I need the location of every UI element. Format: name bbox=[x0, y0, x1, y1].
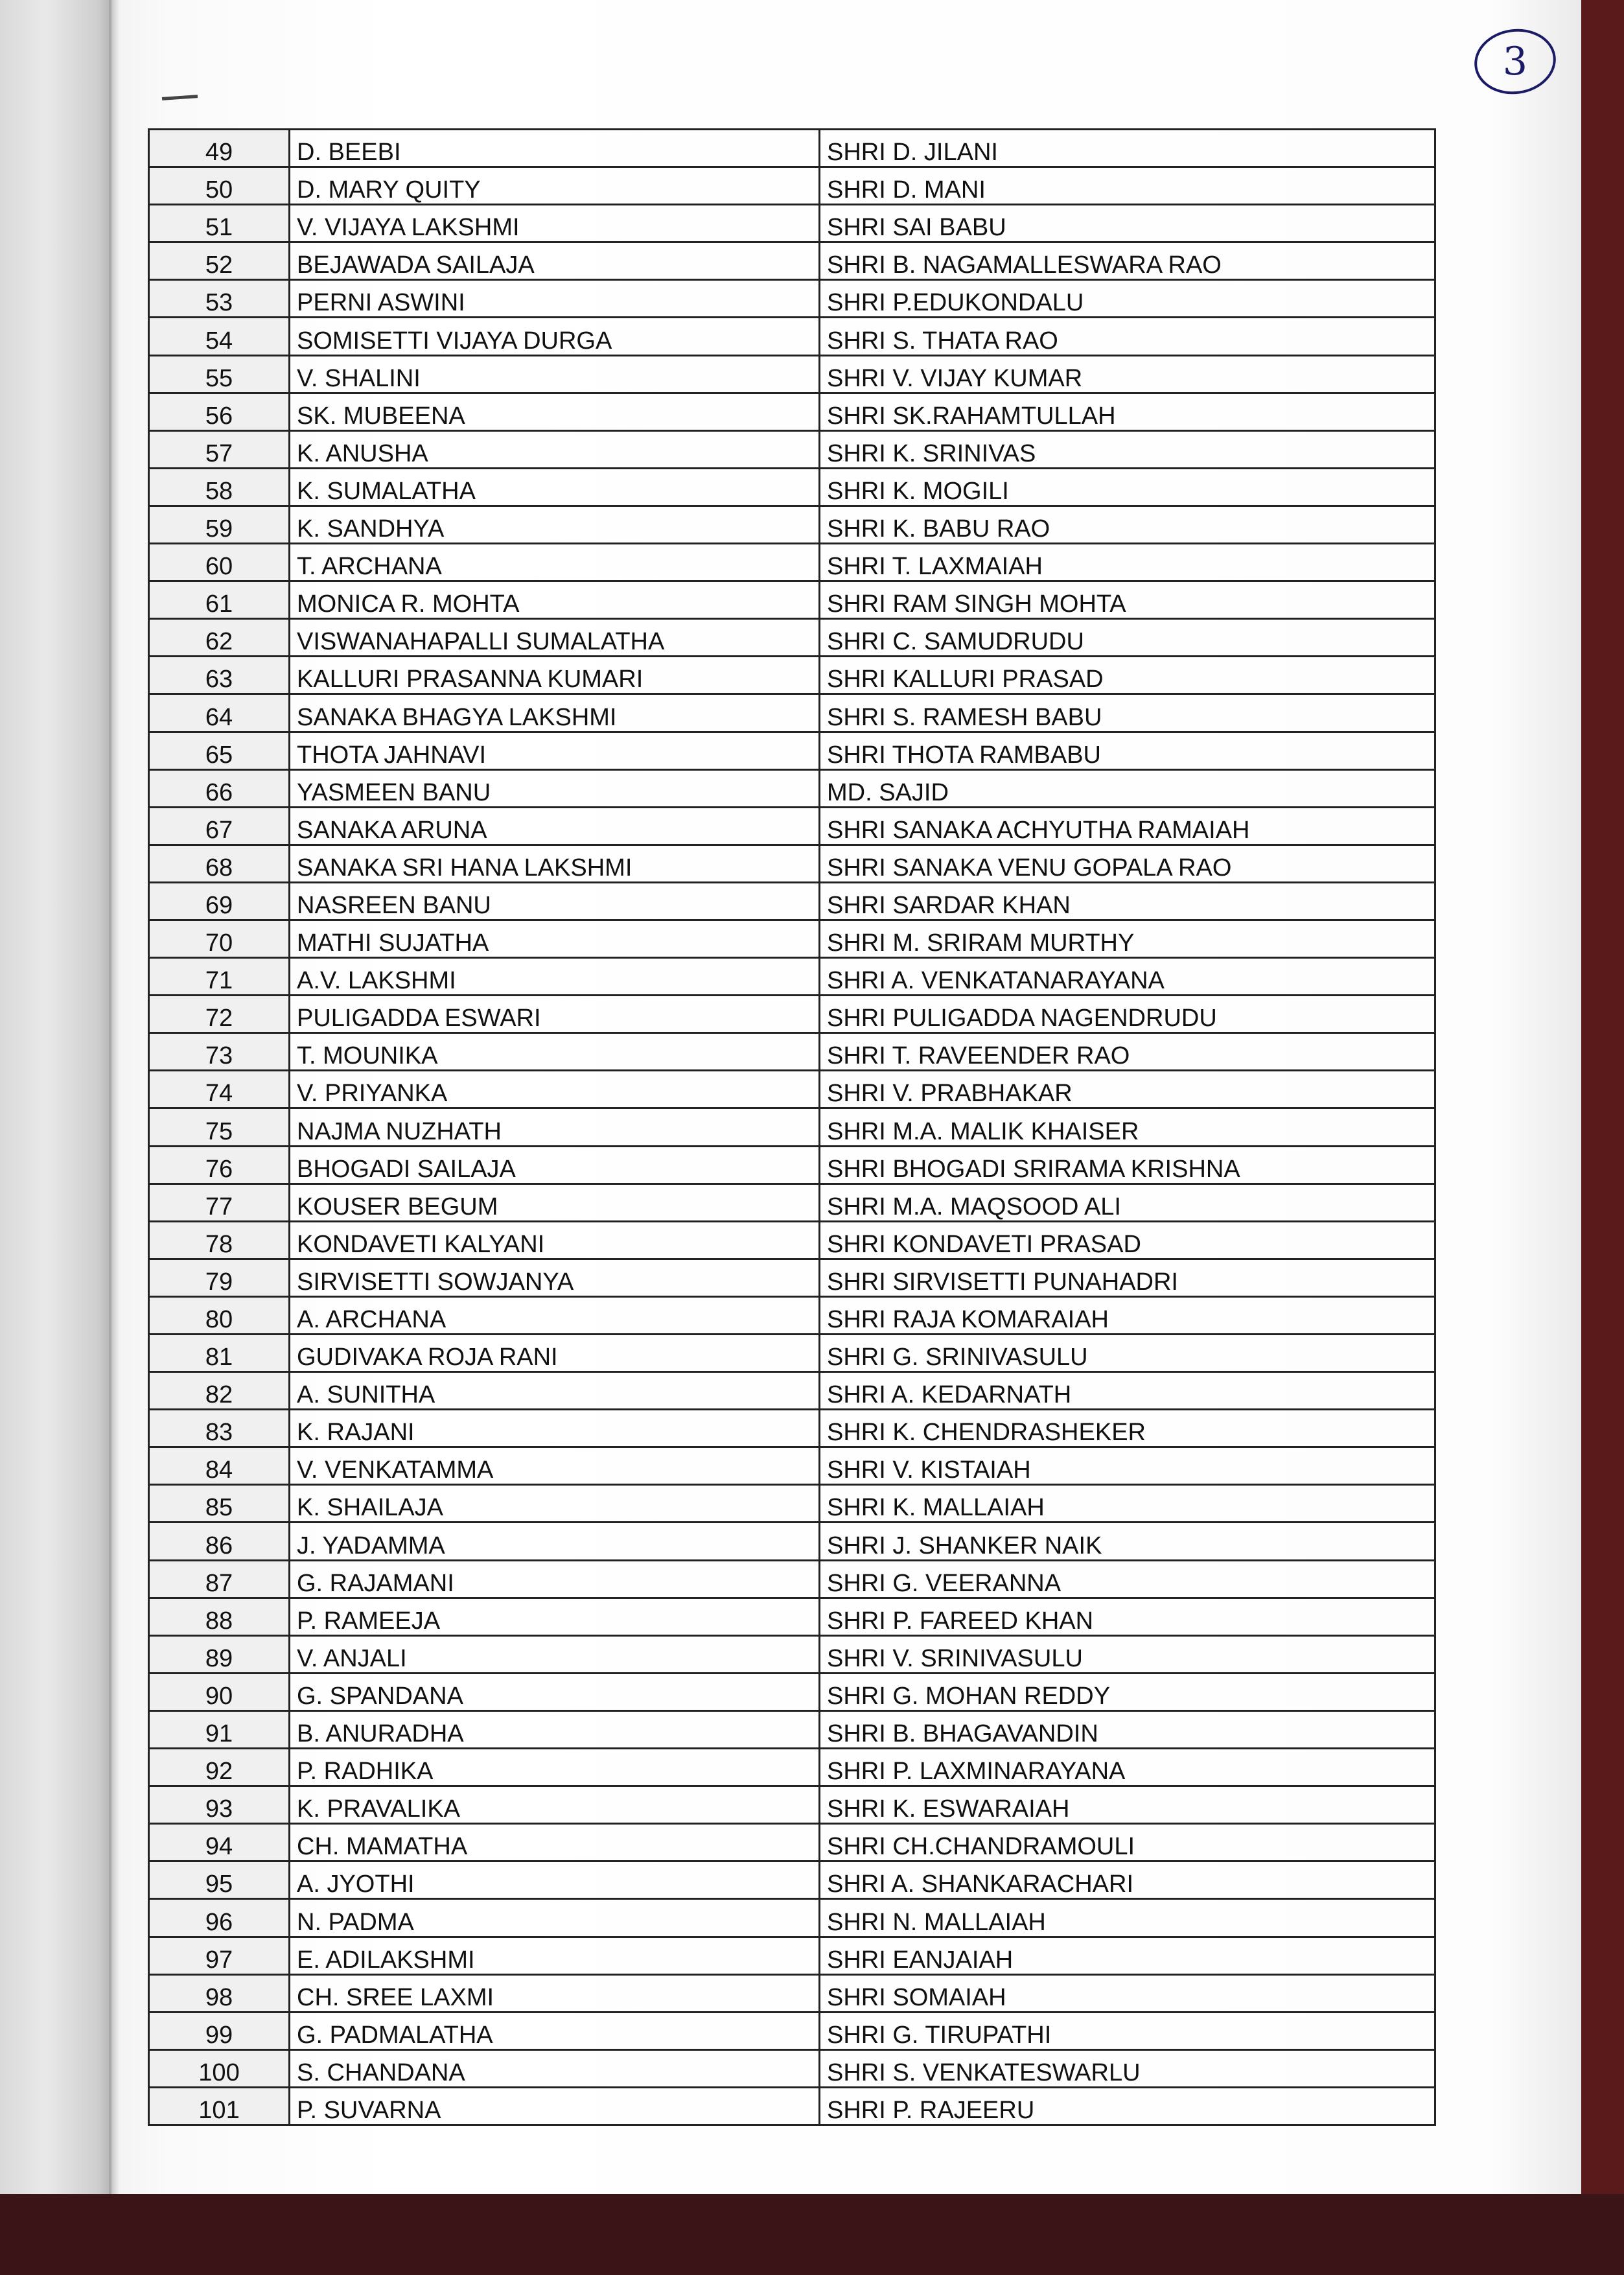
serial-number-cell: 85 bbox=[149, 1485, 290, 1522]
serial-number-cell: 71 bbox=[149, 958, 290, 996]
father-name-cell: SHRI RAJA KOMARAIAH bbox=[820, 1296, 1435, 1334]
candidate-table bbox=[148, 128, 1436, 2126]
serial-number-cell: 59 bbox=[149, 506, 290, 543]
candidate-name-cell: V. ANJALI bbox=[290, 1635, 820, 1673]
candidate-name-cell: SIRVISETTI SOWJANYA bbox=[290, 1259, 820, 1296]
serial-number-cell: 49 bbox=[149, 130, 290, 167]
father-name-cell: SHRI K. MALLAIAH bbox=[820, 1485, 1435, 1522]
serial-number-cell: 66 bbox=[149, 769, 290, 807]
serial-number-cell: 96 bbox=[149, 1899, 290, 1937]
father-name-cell: SHRI K. MOGILI bbox=[820, 468, 1435, 506]
serial-number-cell: 62 bbox=[149, 619, 290, 657]
page-number: 3 bbox=[1502, 39, 1528, 84]
serial-number-cell: 90 bbox=[149, 1673, 290, 1710]
father-name-cell: SHRI P. FAREED KHAN bbox=[820, 1598, 1435, 1635]
table-row bbox=[149, 732, 1435, 769]
table-row bbox=[149, 1673, 1435, 1710]
serial-number-cell: 81 bbox=[149, 1335, 290, 1372]
serial-number-cell: 87 bbox=[149, 1560, 290, 1598]
serial-number-cell: 73 bbox=[149, 1033, 290, 1071]
candidate-name-cell: J. YADAMMA bbox=[290, 1522, 820, 1560]
serial-number-cell: 61 bbox=[149, 581, 290, 619]
father-name-cell: SHRI G. MOHAN REDDY bbox=[820, 1673, 1435, 1710]
father-name-cell: SHRI N. MALLAIAH bbox=[820, 1899, 1435, 1937]
serial-number-cell: 89 bbox=[149, 1635, 290, 1673]
serial-number-cell: 95 bbox=[149, 1861, 290, 1899]
serial-number-cell: 78 bbox=[149, 1221, 290, 1259]
serial-number-cell: 60 bbox=[149, 544, 290, 581]
table-row bbox=[149, 1259, 1435, 1296]
candidate-name-cell: B. ANURADHA bbox=[290, 1710, 820, 1748]
table-row bbox=[149, 506, 1435, 543]
table-row bbox=[149, 1974, 1435, 2012]
father-name-cell: SHRI SK.RAHAMTULLAH bbox=[820, 393, 1435, 430]
serial-number-cell: 79 bbox=[149, 1259, 290, 1296]
table-row bbox=[149, 1635, 1435, 1673]
candidate-table-body bbox=[149, 130, 1435, 2125]
father-name-cell: SHRI EANJAIAH bbox=[820, 1937, 1435, 1974]
candidate-name-cell: A. ARCHANA bbox=[290, 1296, 820, 1334]
father-name-cell: SHRI KONDAVETI PRASAD bbox=[820, 1221, 1435, 1259]
candidate-name-cell: A. SUNITHA bbox=[290, 1372, 820, 1410]
table-row bbox=[149, 1410, 1435, 1447]
table-row bbox=[149, 1184, 1435, 1221]
candidate-name-cell: CH. SREE LAXMI bbox=[290, 1974, 820, 2012]
candidate-name-cell: NASREEN BANU bbox=[290, 882, 820, 920]
table-row bbox=[149, 544, 1435, 581]
table-row bbox=[149, 1522, 1435, 1560]
father-name-cell: SHRI A. KEDARNATH bbox=[820, 1372, 1435, 1410]
father-name-cell: SHRI S. THATA RAO bbox=[820, 318, 1435, 355]
father-name-cell: SHRI B. BHAGAVANDIN bbox=[820, 1710, 1435, 1748]
serial-number-cell: 53 bbox=[149, 280, 290, 318]
father-name-cell: SHRI PULIGADDA NAGENDRUDU bbox=[820, 996, 1435, 1033]
father-name-cell: SHRI B. NAGAMALLESWARA RAO bbox=[820, 242, 1435, 280]
candidate-name-cell: P. RADHIKA bbox=[290, 1749, 820, 1786]
father-name-cell: SHRI V. VIJAY KUMAR bbox=[820, 355, 1435, 393]
candidate-name-cell: SANAKA BHAGYA LAKSHMI bbox=[290, 694, 820, 732]
father-name-cell: SHRI G. TIRUPATHI bbox=[820, 2012, 1435, 2049]
candidate-name-cell: SK. MUBEENA bbox=[290, 393, 820, 430]
serial-number-cell: 58 bbox=[149, 468, 290, 506]
pen-mark bbox=[162, 95, 198, 100]
father-name-cell: SHRI SIRVISETTI PUNAHADRI bbox=[820, 1259, 1435, 1296]
serial-number-cell: 50 bbox=[149, 167, 290, 205]
father-name-cell: SHRI T. LAXMAIAH bbox=[820, 544, 1435, 581]
candidate-name-cell: D. MARY QUITY bbox=[290, 167, 820, 205]
serial-number-cell: 72 bbox=[149, 996, 290, 1033]
candidate-name-cell: V. SHALINI bbox=[290, 355, 820, 393]
table-row bbox=[149, 1937, 1435, 1974]
candidate-name-cell: S. CHANDANA bbox=[290, 2049, 820, 2087]
table-row bbox=[149, 1221, 1435, 1259]
table-row bbox=[149, 205, 1435, 242]
father-name-cell: SHRI C. SAMUDRUDU bbox=[820, 619, 1435, 657]
candidate-name-cell: BEJAWADA SAILAJA bbox=[290, 242, 820, 280]
father-name-cell: SHRI M.A. MALIK KHAISER bbox=[820, 1108, 1435, 1146]
candidate-name-cell: T. ARCHANA bbox=[290, 544, 820, 581]
table-row bbox=[149, 920, 1435, 957]
scan-background-bottom bbox=[0, 2194, 1624, 2275]
father-name-cell: SHRI SANAKA ACHYUTHA RAMAIAH bbox=[820, 807, 1435, 845]
candidate-name-cell: NAJMA NUZHATH bbox=[290, 1108, 820, 1146]
father-name-cell: SHRI BHOGADI SRIRAMA KRISHNA bbox=[820, 1146, 1435, 1184]
father-name-cell: SHRI P. RAJEERU bbox=[820, 2087, 1435, 2125]
candidate-name-cell: V. VIJAYA LAKSHMI bbox=[290, 205, 820, 242]
serial-number-cell: 51 bbox=[149, 205, 290, 242]
serial-number-cell: 93 bbox=[149, 1786, 290, 1824]
candidate-name-cell: KOUSER BEGUM bbox=[290, 1184, 820, 1221]
table-row bbox=[149, 882, 1435, 920]
father-name-cell: SHRI M.A. MAQSOOD ALI bbox=[820, 1184, 1435, 1221]
candidate-name-cell: A.V. LAKSHMI bbox=[290, 958, 820, 996]
serial-number-cell: 83 bbox=[149, 1410, 290, 1447]
serial-number-cell: 80 bbox=[149, 1296, 290, 1334]
serial-number-cell: 86 bbox=[149, 1522, 290, 1560]
candidate-name-cell: N. PADMA bbox=[290, 1899, 820, 1937]
table-row bbox=[149, 1824, 1435, 1861]
father-name-cell: SHRI J. SHANKER NAIK bbox=[820, 1522, 1435, 1560]
candidate-name-cell: SOMISETTI VIJAYA DURGA bbox=[290, 318, 820, 355]
table-row bbox=[149, 1861, 1435, 1899]
table-row bbox=[149, 769, 1435, 807]
serial-number-cell: 63 bbox=[149, 657, 290, 694]
scan-background-right bbox=[1581, 0, 1624, 2275]
serial-number-cell: 56 bbox=[149, 393, 290, 430]
serial-number-cell: 54 bbox=[149, 318, 290, 355]
table-row bbox=[149, 130, 1435, 167]
father-name-cell: SHRI K. ESWARAIAH bbox=[820, 1786, 1435, 1824]
table-row bbox=[149, 355, 1435, 393]
candidate-name-cell: T. MOUNIKA bbox=[290, 1033, 820, 1071]
father-name-cell: SHRI SARDAR KHAN bbox=[820, 882, 1435, 920]
table-row bbox=[149, 280, 1435, 318]
table-row bbox=[149, 2049, 1435, 2087]
father-name-cell: SHRI K. SRINIVAS bbox=[820, 430, 1435, 468]
father-name-cell: SHRI A. SHANKARACHARI bbox=[820, 1861, 1435, 1899]
table-row bbox=[149, 1296, 1435, 1334]
serial-number-cell: 84 bbox=[149, 1447, 290, 1485]
father-name-cell: SHRI D. MANI bbox=[820, 167, 1435, 205]
table-row bbox=[149, 619, 1435, 657]
father-name-cell: SHRI V. SRINIVASULU bbox=[820, 1635, 1435, 1673]
table-row bbox=[149, 845, 1435, 882]
table-row bbox=[149, 958, 1435, 996]
candidate-name-cell: V. PRIYANKA bbox=[290, 1071, 820, 1108]
table-row bbox=[149, 1786, 1435, 1824]
candidate-name-cell: GUDIVAKA ROJA RANI bbox=[290, 1335, 820, 1372]
serial-number-cell: 92 bbox=[149, 1749, 290, 1786]
father-name-cell: SHRI SOMAIAH bbox=[820, 1974, 1435, 2012]
serial-number-cell: 101 bbox=[149, 2087, 290, 2125]
father-name-cell: SHRI SANAKA VENU GOPALA RAO bbox=[820, 845, 1435, 882]
table-row bbox=[149, 807, 1435, 845]
father-name-cell: SHRI K. CHENDRASHEKER bbox=[820, 1410, 1435, 1447]
candidate-name-cell: P. SUVARNA bbox=[290, 2087, 820, 2125]
table-row bbox=[149, 2087, 1435, 2125]
table-row bbox=[149, 657, 1435, 694]
table-row bbox=[149, 1033, 1435, 1071]
serial-number-cell: 97 bbox=[149, 1937, 290, 1974]
table-row bbox=[149, 1335, 1435, 1372]
serial-number-cell: 82 bbox=[149, 1372, 290, 1410]
father-name-cell: SHRI A. VENKATANARAYANA bbox=[820, 958, 1435, 996]
candidate-name-cell: PULIGADDA ESWARI bbox=[290, 996, 820, 1033]
serial-number-cell: 77 bbox=[149, 1184, 290, 1221]
table-row bbox=[149, 1071, 1435, 1108]
serial-number-cell: 68 bbox=[149, 845, 290, 882]
table-row bbox=[149, 996, 1435, 1033]
serial-number-cell: 98 bbox=[149, 1974, 290, 2012]
father-name-cell: SHRI CH.CHANDRAMOULI bbox=[820, 1824, 1435, 1861]
table-row bbox=[149, 1146, 1435, 1184]
table-row bbox=[149, 167, 1435, 205]
candidate-name-cell: SANAKA SRI HANA LAKSHMI bbox=[290, 845, 820, 882]
father-name-cell: SHRI KALLURI PRASAD bbox=[820, 657, 1435, 694]
candidate-name-cell: V. VENKATAMMA bbox=[290, 1447, 820, 1485]
binding-gutter bbox=[109, 0, 111, 2194]
father-name-cell: SHRI THOTA RAMBABU bbox=[820, 732, 1435, 769]
serial-number-cell: 57 bbox=[149, 430, 290, 468]
father-name-cell: SHRI G. VEERANNA bbox=[820, 1560, 1435, 1598]
serial-number-cell: 76 bbox=[149, 1146, 290, 1184]
candidate-name-cell: K. SHAILAJA bbox=[290, 1485, 820, 1522]
candidate-name-cell: G. RAJAMANI bbox=[290, 1560, 820, 1598]
table-row bbox=[149, 581, 1435, 619]
candidate-name-cell: PERNI ASWINI bbox=[290, 280, 820, 318]
candidate-name-cell: A. JYOTHI bbox=[290, 1861, 820, 1899]
serial-number-cell: 65 bbox=[149, 732, 290, 769]
father-name-cell: SHRI P. LAXMINARAYANA bbox=[820, 1749, 1435, 1786]
father-name-cell: SHRI D. JILANI bbox=[820, 130, 1435, 167]
serial-number-cell: 91 bbox=[149, 1710, 290, 1748]
candidate-name-cell: K. SANDHYA bbox=[290, 506, 820, 543]
serial-number-cell: 52 bbox=[149, 242, 290, 280]
table-row bbox=[149, 242, 1435, 280]
father-name-cell: SHRI V. PRABHAKAR bbox=[820, 1071, 1435, 1108]
table-row bbox=[149, 2012, 1435, 2049]
serial-number-cell: 75 bbox=[149, 1108, 290, 1146]
candidate-name-cell: MATHI SUJATHA bbox=[290, 920, 820, 957]
father-name-cell: SHRI V. KISTAIAH bbox=[820, 1447, 1435, 1485]
candidate-name-cell: KONDAVETI KALYANI bbox=[290, 1221, 820, 1259]
table-row bbox=[149, 430, 1435, 468]
candidate-name-cell: G. SPANDANA bbox=[290, 1673, 820, 1710]
candidate-name-cell: P. RAMEEJA bbox=[290, 1598, 820, 1635]
candidate-name-cell: G. PADMALATHA bbox=[290, 2012, 820, 2049]
candidate-name-cell: YASMEEN BANU bbox=[290, 769, 820, 807]
table-row bbox=[149, 1749, 1435, 1786]
table-row bbox=[149, 318, 1435, 355]
candidate-name-cell: THOTA JAHNAVI bbox=[290, 732, 820, 769]
candidate-name-cell: VISWANAHAPALLI SUMALATHA bbox=[290, 619, 820, 657]
father-name-cell: SHRI S. VENKATESWARLU bbox=[820, 2049, 1435, 2087]
father-name-cell: SHRI SAI BABU bbox=[820, 205, 1435, 242]
father-name-cell: MD. SAJID bbox=[820, 769, 1435, 807]
candidate-name-cell: K. SUMALATHA bbox=[290, 468, 820, 506]
candidate-name-cell: SANAKA ARUNA bbox=[290, 807, 820, 845]
table-row bbox=[149, 1485, 1435, 1522]
father-name-cell: SHRI G. SRINIVASULU bbox=[820, 1335, 1435, 1372]
table-row bbox=[149, 1710, 1435, 1748]
serial-number-cell: 64 bbox=[149, 694, 290, 732]
serial-number-cell: 99 bbox=[149, 2012, 290, 2049]
father-name-cell: SHRI M. SRIRAM MURTHY bbox=[820, 920, 1435, 957]
serial-number-cell: 94 bbox=[149, 1824, 290, 1861]
table-row bbox=[149, 468, 1435, 506]
serial-number-cell: 55 bbox=[149, 355, 290, 393]
candidate-name-cell: K. PRAVALIKA bbox=[290, 1786, 820, 1824]
serial-number-cell: 70 bbox=[149, 920, 290, 957]
candidate-name-cell: BHOGADI SAILAJA bbox=[290, 1146, 820, 1184]
handwritten-page-number-circle bbox=[1470, 24, 1560, 100]
serial-number-cell: 88 bbox=[149, 1598, 290, 1635]
father-name-cell: SHRI P.EDUKONDALU bbox=[820, 280, 1435, 318]
serial-number-cell: 67 bbox=[149, 807, 290, 845]
serial-number-cell: 74 bbox=[149, 1071, 290, 1108]
candidate-name-cell: E. ADILAKSHMI bbox=[290, 1937, 820, 1974]
table-row bbox=[149, 1108, 1435, 1146]
father-name-cell: SHRI K. BABU RAO bbox=[820, 506, 1435, 543]
candidate-name-cell: D. BEEBI bbox=[290, 130, 820, 167]
table-row bbox=[149, 1447, 1435, 1485]
table-row bbox=[149, 1560, 1435, 1598]
table-row bbox=[149, 393, 1435, 430]
serial-number-cell: 100 bbox=[149, 2049, 290, 2087]
father-name-cell: SHRI RAM SINGH MOHTA bbox=[820, 581, 1435, 619]
table-row bbox=[149, 1899, 1435, 1937]
candidate-name-cell: K. RAJANI bbox=[290, 1410, 820, 1447]
father-name-cell: SHRI T. RAVEENDER RAO bbox=[820, 1033, 1435, 1071]
table-row bbox=[149, 1372, 1435, 1410]
father-name-cell: SHRI S. RAMESH BABU bbox=[820, 694, 1435, 732]
candidate-name-cell: CH. MAMATHA bbox=[290, 1824, 820, 1861]
table-row bbox=[149, 694, 1435, 732]
candidate-name-cell: K. ANUSHA bbox=[290, 430, 820, 468]
candidate-name-cell: MONICA R. MOHTA bbox=[290, 581, 820, 619]
table-row bbox=[149, 1598, 1435, 1635]
candidate-name-cell: KALLURI PRASANNA KUMARI bbox=[290, 657, 820, 694]
serial-number-cell: 69 bbox=[149, 882, 290, 920]
